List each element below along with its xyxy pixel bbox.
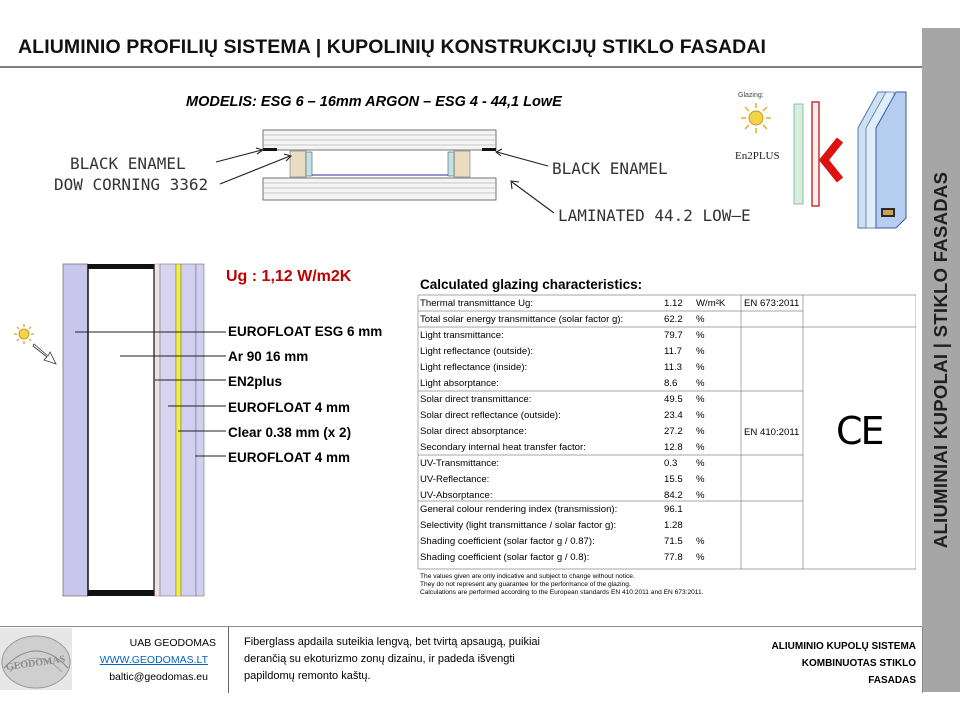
table-row-unit: %: [696, 362, 705, 373]
sun-icon: [740, 102, 772, 134]
table-row-unit: %: [696, 536, 705, 547]
table-row-value: 27.2: [664, 426, 683, 437]
table-row-unit: %: [696, 458, 705, 469]
table-row-unit: %: [696, 552, 705, 563]
table-row-label: UV-Transmittance:: [420, 458, 500, 469]
layer-label-2: Ar 90 16 mm: [228, 349, 309, 364]
standard-en410: EN 410:2011: [744, 427, 800, 438]
table-row-unit: %: [696, 378, 705, 389]
table-row-unit: %: [696, 314, 705, 325]
table-row-label: Light transmittance:: [420, 330, 504, 341]
table-row-unit: %: [696, 394, 705, 405]
table-row-value: 84.2: [664, 490, 683, 501]
footer-right-edge: [922, 627, 923, 693]
table-row-label: Light reflectance (inside):: [420, 362, 528, 373]
sun-arrow-icon: [14, 324, 56, 364]
table-row-label: Solar direct absorptance:: [420, 426, 527, 437]
layer-label-3: EN2plus: [228, 374, 283, 389]
table-row-value: 71.5: [664, 536, 683, 547]
footer-right-line-1: ALIUMINIO KUPOLŲ SISTEMA: [771, 641, 916, 652]
glazing-brand: En2PLUS: [735, 150, 780, 162]
layer-label-4: EUROFLOAT 4 mm: [228, 400, 351, 415]
table-row-value: 62.2: [664, 314, 683, 325]
table-row-label: Secondary internal heat transfer factor:: [420, 442, 586, 453]
label-dow-corning: DOW CORNING 3362: [54, 175, 209, 194]
spacer-left: [290, 151, 312, 177]
ce-mark: CE: [836, 409, 883, 453]
table-row-value: 49.5: [664, 394, 683, 405]
footer-right-line-3: FASADAS: [868, 675, 916, 686]
footer-right-line-2: KOMBINUOTAS STIKLO: [801, 658, 916, 669]
table-row-unit: %: [696, 474, 705, 485]
company-email[interactable]: baltic@geodomas.eu: [109, 671, 208, 683]
table-row-label: Solar direct reflectance (outside):: [420, 410, 561, 421]
model-title: MODELIS: ESG 6 – 16mm ARGON – ESG 4 - 44,1 LowE: [186, 94, 562, 110]
footer-description: Fiberglass apdaila suteikia lengvą, bet tvirtą apsaugą, puikiai derančią su ekoturizmo zonų dizainu, ir padeda išvengti papildomų remonto kaštų.: [244, 636, 540, 682]
table-row-value: 77.8: [664, 552, 683, 563]
spacer-right: [448, 151, 470, 177]
label-black-enamel-left: BLACK ENAMEL: [70, 154, 186, 173]
label-black-enamel-right: BLACK ENAMEL: [552, 159, 668, 178]
footer-divider: [0, 626, 922, 627]
side-band-label: ALIUMINIAI KUPOLAI | STIKLO FASADAS: [930, 171, 951, 549]
table-row-unit: %: [696, 426, 705, 437]
table-row-label: UV-Reflectance:: [420, 474, 490, 485]
inner-pane: [263, 178, 496, 200]
table-note-1: The values given are only indicative and subject to change without notice.: [420, 573, 635, 580]
table-title: Calculated glazing characteristics:: [420, 277, 643, 292]
label-laminated: LAMINATED 44.2 LOW–E: [558, 206, 751, 225]
table-row-unit: %: [696, 330, 705, 341]
outer-pane: [263, 130, 496, 150]
table-row-unit: %: [696, 410, 705, 421]
company-website-link[interactable]: WWW.GEODOMAS.LT: [99, 654, 208, 666]
table-row-value: 96.1: [664, 504, 683, 515]
side-band-label-wrap: [922, 28, 960, 692]
table-row-unit: %: [696, 490, 705, 501]
table-row-value: 1.12: [664, 298, 683, 309]
table-row-label: Light absorptance:: [420, 378, 499, 389]
table-row-unit: W/m²K: [696, 298, 726, 309]
header-divider: [0, 66, 922, 68]
table-row-value: 15.5: [664, 474, 683, 485]
table-note-3: Calculations are performed according to the European standards EN 410:2011 and EN 673:2011.: [420, 589, 704, 596]
glazing-icon-label: Glazing:: [738, 92, 764, 99]
table-row-unit: %: [696, 346, 705, 357]
layer-label-1: EUROFLOAT ESG 6 mm: [228, 324, 383, 339]
table-row-value: 23.4: [664, 410, 683, 421]
glass-panes-icon: [788, 88, 915, 230]
table-row-value: 79.7: [664, 330, 683, 341]
glazing-section-drawing: [50, 118, 760, 232]
company-logo: [0, 628, 72, 690]
table-row-value: 11.7: [664, 346, 682, 357]
layer-label-6: EUROFLOAT 4 mm: [228, 450, 351, 465]
glazing-characteristics-table: [416, 273, 916, 604]
table-row-value: 11.3: [664, 362, 682, 373]
layer-label-5: Clear 0.38 mm (x 2): [228, 425, 352, 440]
ug-value-label: Ug : 1,12 W/m2K: [226, 268, 352, 285]
table-row-label: Total solar energy transmittance (solar factor g):: [420, 314, 624, 325]
table-row-value: 1.28: [664, 520, 683, 531]
table-row-label: Shading coefficient (solar factor g / 0.8):: [420, 552, 590, 563]
table-row-label: Shading coefficient (solar factor g / 0.87):: [420, 536, 595, 547]
table-row-label: Selectivity (light transmittance / solar factor g):: [420, 520, 617, 531]
table-row-label: General colour rendering index (transmission):: [420, 504, 618, 515]
glazing-icon-group: [730, 88, 915, 230]
table-row-unit: %: [696, 442, 705, 453]
table-row-label: Thermal transmittance Ug:: [420, 298, 534, 309]
table-row-value: 8.6: [664, 378, 678, 389]
table-note-2: They do not represent any guarantee for the performance of the glazing.: [420, 581, 631, 588]
table-row-value: 0.3: [664, 458, 678, 469]
page-title: ALIUMINIO PROFILIŲ SISTEMA | KUPOLINIŲ KONSTRUKCIJŲ STIKLO FASADAI: [18, 36, 767, 58]
table-row-label: UV-Absorptance:: [420, 490, 493, 501]
table-row-label: Light reflectance (outside):: [420, 346, 534, 357]
table-row-label: Solar direct transmittance:: [420, 394, 532, 405]
table-row-value: 12.8: [664, 442, 683, 453]
company-name: UAB GEODOMAS: [129, 637, 216, 649]
standard-en673: EN 673:2011: [744, 298, 800, 309]
footer-separator: [228, 627, 229, 693]
svg-text:GEODOMAS: GEODOMAS: [5, 653, 66, 674]
